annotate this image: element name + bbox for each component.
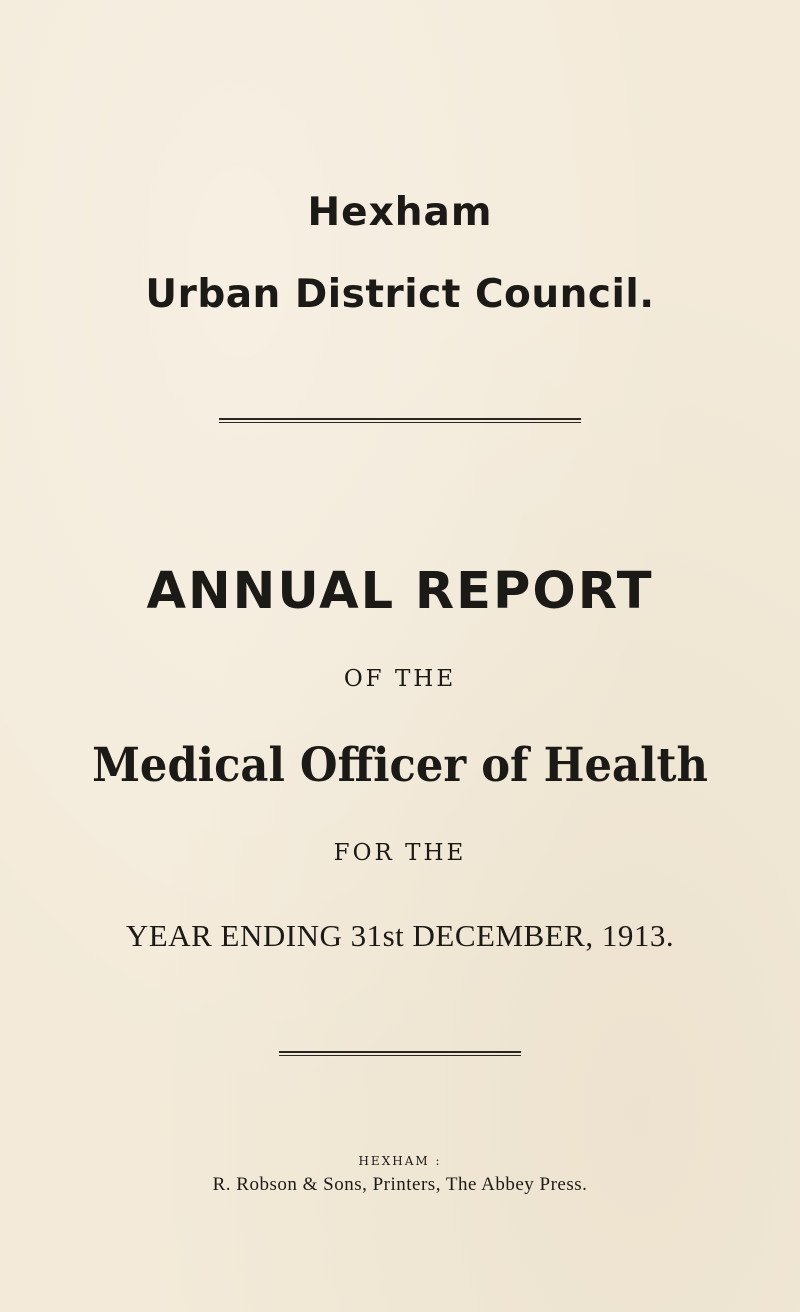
year-ending-line: YEAR ENDING 31st DECEMBER, 1913.	[125, 918, 675, 953]
of-the-label: OF THE	[343, 666, 457, 692]
for-the-label: FOR THE	[333, 840, 467, 866]
town-name: Hexham	[307, 190, 493, 235]
bottom-divider	[279, 1051, 521, 1056]
printer-imprint: R. Robson & Sons, Printers, The Abbey Press.	[212, 1174, 588, 1195]
publisher-place: HEXHAM :	[358, 1154, 442, 1168]
officer-title: Medical Officer of Health	[92, 738, 708, 793]
top-divider	[219, 418, 581, 423]
council-name: Urban District Council.	[145, 272, 655, 317]
report-title: ANNUAL REPORT	[146, 562, 654, 621]
